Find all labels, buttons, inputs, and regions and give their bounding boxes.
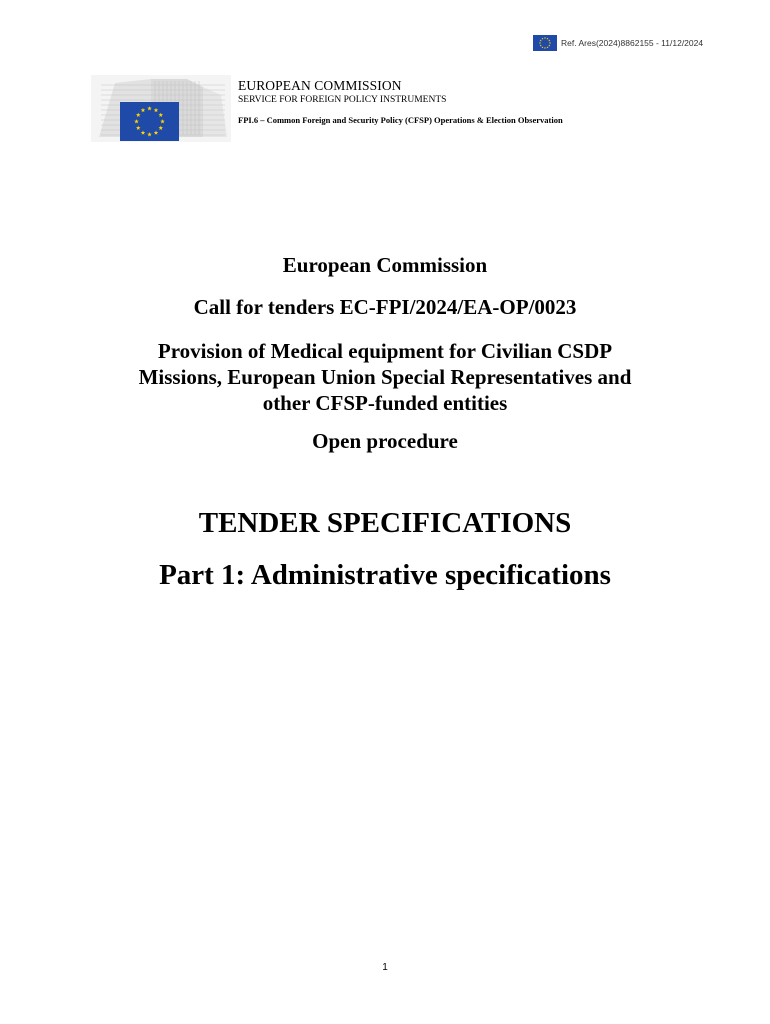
call-for-tenders-reference: Call for tenders EC-FPI/2024/EA-OP/0023	[193, 295, 577, 319]
ares-reference	[533, 35, 703, 51]
organisation-name: EUROPEAN COMMISSION	[238, 78, 402, 93]
tender-subject-line: Provision of Medical equipment for Civilian CSDP	[157, 339, 613, 363]
ares-reference-text: Ref. Ares(2024)8862155 - 11/12/2024	[561, 38, 704, 48]
page-number: 1	[382, 962, 388, 973]
tender-subject	[0, 338, 770, 416]
organisation-unit: FPI.6 – Common Foreign and Security Policy (CFSP) Operations & Election Observation	[238, 115, 563, 125]
document-title: TENDER SPECIFICATIONS	[198, 507, 572, 539]
procedure-type: Open procedure	[312, 429, 458, 453]
organisation-header	[238, 78, 563, 125]
eu-flag-icon	[533, 35, 557, 51]
cover-organisation: European Commission	[282, 253, 488, 277]
organisation-service: SERVICE FOR FOREIGN POLICY INSTRUMENTS	[238, 95, 447, 105]
document-part-title: Part 1: Administrative specifications	[159, 559, 611, 591]
european-commission-logo	[91, 75, 231, 142]
tender-subject-line: other CFSP-funded entities	[262, 391, 508, 415]
tender-subject-line: Missions, European Union Special Representatives and	[138, 365, 632, 389]
